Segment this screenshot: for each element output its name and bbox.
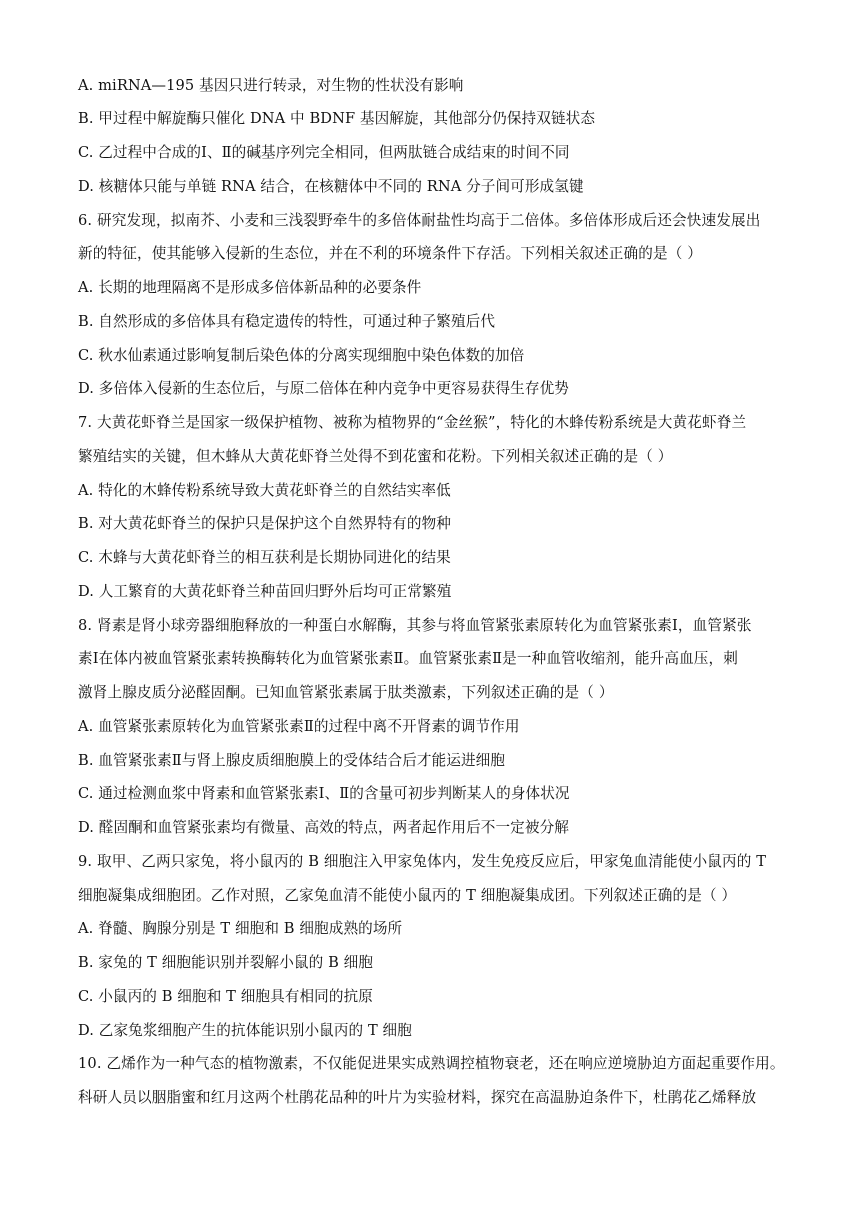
question-10-stem-line-1: 10. 乙烯作为一种气态的植物激素，不仅能促进果实成熟调控植物衰老，还在响应逆境胁迫方面起重要作用。 <box>78 1055 785 1072</box>
option-8d: D. 醛固酮和血管紧张素均有微量、高效的特点，两者起作用后不一定被分解 <box>78 819 569 836</box>
option-8b: B. 血管紧张素Ⅱ与肾上腺皮质细胞膜上的受体结合后才能运进细胞 <box>78 752 506 769</box>
question-8-stem-line-1: 8. 肾素是肾小球旁器细胞释放的一种蛋白水解酶，其参与将血管紧张素原转化为血管紧张素Ⅰ，血管紧张 <box>78 617 752 634</box>
option-6b: B. 自然形成的多倍体具有稳定遗传的特性，可通过种子繁殖后代 <box>78 313 496 330</box>
option-6d: D. 多倍体入侵新的生态位后，与原二倍体在种内竞争中更容易获得生存优势 <box>78 380 569 397</box>
option-8a: A. 血管紧张素原转化为血管紧张素Ⅱ的过程中离不开肾素的调节作用 <box>78 718 520 735</box>
option-5b: B. 甲过程中解旋酶只催化 DNA 中 BDNF 基因解旋，其他部分仍保持双链状态 <box>78 110 596 127</box>
option-8c: C. 通过检测血浆中肾素和血管紧张素Ⅰ、Ⅱ的含量可初步判断某人的身体状况 <box>78 785 570 802</box>
question-8-stem-line-3: 激肾上腺皮质分泌醛固酮。已知血管紧张素属于肽类激素，下列叙述正确的是（ ） <box>78 684 614 701</box>
option-7d: D. 人工繁育的大黄花虾脊兰种苗回归野外后均可正常繁殖 <box>78 583 452 600</box>
option-5a: A. miRNA—195 基因只进行转录，对生物的性状没有影响 <box>78 77 464 94</box>
option-7b: B. 对大黄花虾脊兰的保护只是保护这个自然界特有的物种 <box>78 515 451 532</box>
option-5d: D. 核糖体只能与单链 RNA 结合，在核糖体中不同的 RNA 分子间可形成氢键 <box>78 178 584 195</box>
option-5c: C. 乙过程中合成的Ⅰ、Ⅱ的碱基序列完全相同，但两肽链合成结束的时间不同 <box>78 144 570 161</box>
question-10-stem-line-2: 科研人员以胭脂蜜和红月这两个杜鹃花品种的叶片为实验材料，探究在高温胁迫条件下，杜鹃花乙烯释放 <box>78 1089 757 1106</box>
option-9c: C. 小鼠丙的 B 细胞和 T 细胞具有相同的抗原 <box>78 988 373 1005</box>
question-8-stem-line-2: 素Ⅰ在体内被血管紧张素转换酶转化为血管紧张素Ⅱ。血管紧张素Ⅱ是一种血管收缩剂，能升高血压，刺 <box>78 650 739 667</box>
question-7-stem-line-2: 繁殖结实的关键，但木蜂从大黄花虾脊兰处得不到花蜜和花粉。下列相关叙述正确的是（ ） <box>78 448 673 465</box>
option-9a: A. 脊髓、胸腺分别是 T 细胞和 B 细胞成熟的场所 <box>78 920 403 937</box>
option-9d: D. 乙家兔浆细胞产生的抗体能识别小鼠丙的 T 细胞 <box>78 1022 412 1039</box>
option-7a: A. 特化的木蜂传粉系统导致大黄花虾脊兰的自然结实率低 <box>78 482 451 499</box>
question-9-stem-line-2: 细胞凝集成细胞团。乙作对照，乙家兔血清不能使小鼠丙的 T 细胞凝集成团。下列叙述正确的是（ ） <box>78 887 737 904</box>
option-6c: C. 秋水仙素通过影响复制后染色体的分离实现细胞中染色体数的加倍 <box>78 347 525 364</box>
option-6a: A. 长期的地理隔离不是形成多倍体新品种的必要条件 <box>78 279 422 296</box>
option-9b: B. 家兔的 T 细胞能识别并裂解小鼠的 B 细胞 <box>78 954 374 971</box>
question-9-stem-line-1: 9. 取甲、乙两只家兔，将小鼠丙的 B 细胞注入甲家兔体内，发生免疫反应后，甲家兔血清能使小鼠丙的 T <box>78 853 767 870</box>
option-7c: C. 木蜂与大黄花虾脊兰的相互获利是长期协同进化的结果 <box>78 549 451 566</box>
question-6-stem-line-2: 新的特征，使其能够入侵新的生态位，并在不利的环境条件下存活。下列相关叙述正确的是（ ） <box>78 245 703 262</box>
question-6-stem-line-1: 6. 研究发现，拟南芥、小麦和三浅裂野牵牛的多倍体耐盐性均高于二倍体。多倍体形成后还会快速发展出 <box>78 212 761 229</box>
question-7-stem-line-1: 7. 大黄花虾脊兰是国家一级保护植物、被称为植物界的“金丝猴”，特化的木蜂传粉系统是大黄花虾脊兰 <box>78 414 747 431</box>
